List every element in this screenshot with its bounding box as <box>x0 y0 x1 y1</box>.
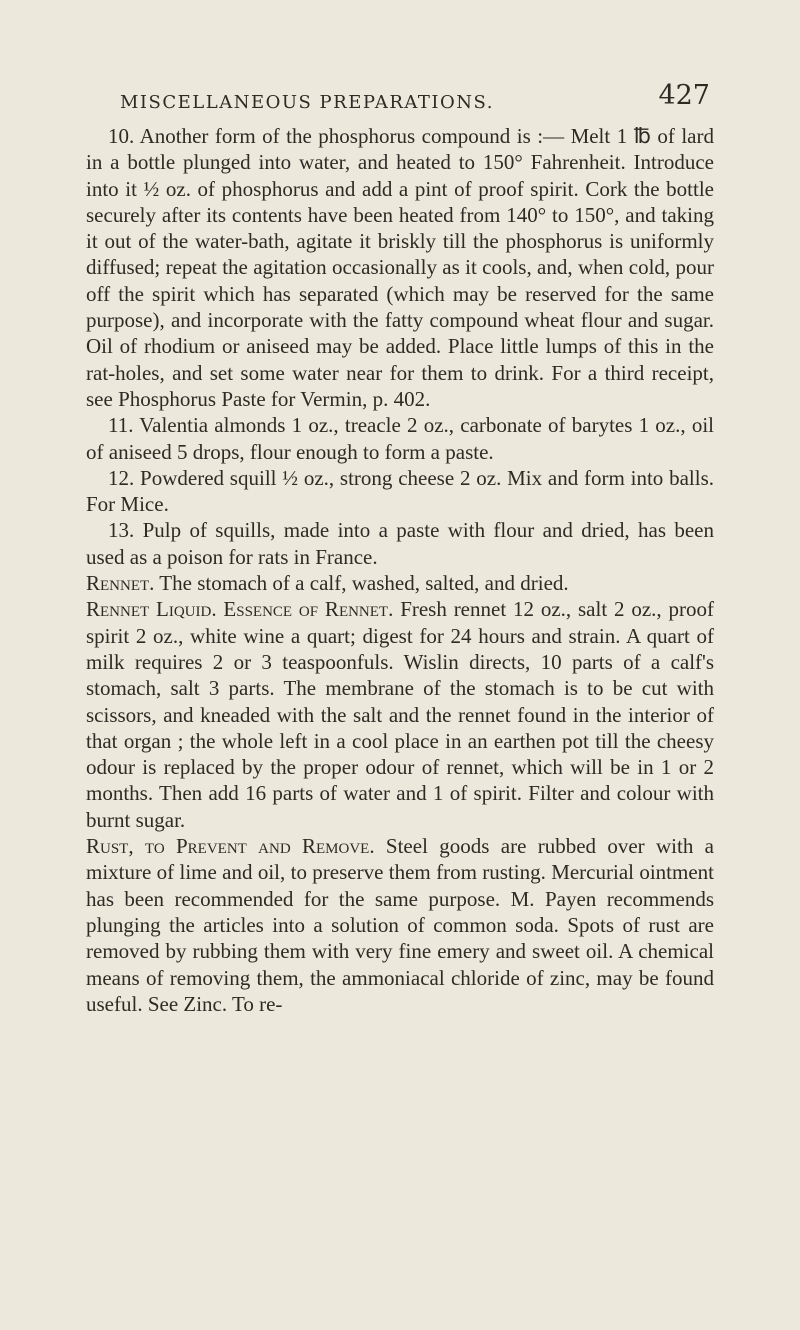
entry-text: Fresh rennet 12 oz., salt 2 oz., proof spirit 2 oz., white wine a quart; digest for 24 hours and strain. A quart of milk requires 2 or 3 teaspoonfuls. Wislin directs, 10 parts of a calf's stomach, salt 3 parts. The membrane of the stomach is to be cut with scissors, and kneaded with the salt and the rennet found in the interior of that organ ; the whole left in a cool place in an earthen pot till the cheesy odour is replaced by the proper odour of rennet, which will be in 1 or 2 months. Then add 16 parts of water and 1 of spirit. Filter and colour with burnt sugar. <box>86 597 714 832</box>
entry-rust <box>86 833 714 1017</box>
paragraph-10 <box>86 123 714 412</box>
running-title: MISCELLANEOUS PREPARATIONS. <box>120 92 494 113</box>
entry-rennet-liquid <box>86 596 714 833</box>
entry-heading: Rennet. <box>86 571 155 596</box>
paragraph-text: 12. Powdered squill ½ oz., strong cheese 2 oz. Mix and form into balls. For Mice. <box>86 465 714 517</box>
entry-text: The stomach of a calf, washed, salted, and dried. <box>159 571 569 596</box>
entry-rennet <box>86 570 714 596</box>
page-header <box>120 80 710 120</box>
paragraph-12 <box>86 465 714 518</box>
paragraph-text: 10. Another form of the phosphorus compound is :— Melt 1 ℔ of lard in a bottle plunged into water, and heated to 150° Fahrenheit. Introduce into it ½ oz. of phosphorus and add a pint of proof spirit. Cork the bottle securely after its contents have been heated from 140° to 150°, and taking it out of the water-bath, agitate it briskly till the phosphorus is uniformly diffused; repeat the agitation occasionally as it cools, and, when cold, pour off the spirit which has separated (which may be reserved for the same purpose), and incorporate with the fatty compound wheat flour and sugar. Oil of rhodium or aniseed may be added. Place little lumps of this in the rat-holes, and set some water near for them to drink. For a third receipt, see Phosphorus Paste for Vermin, p. 402. <box>86 124 714 411</box>
entry-heading: Rust, to Prevent and Remove. <box>86 834 375 859</box>
entry-heading: Rennet Liquid. Essence of Rennet. <box>86 597 394 622</box>
body-text <box>86 123 714 1017</box>
entry-text: Steel goods are rubbed over with a mixture of lime and oil, to preserve them from rusting. Mercurial ointment has been recommended for the same purpose. M. Payen recommends plunging the articles into a solution of common soda. Spots of rust are removed by rubbing them with very fine emery and sweet oil. A chemical means of removing them, the ammoniacal chloride of zinc, may be found useful. See Zinc. To re- <box>86 834 714 1016</box>
paragraph-13 <box>86 517 714 570</box>
paragraph-text: 11. Valentia almonds 1 oz., treacle 2 oz., carbonate of barytes 1 oz., oil of aniseed 5 drops, flour enough to form a paste. <box>86 413 714 464</box>
paragraph-text: 13. Pulp of squills, made into a paste with flour and dried, has been used as a poison for rats in France. <box>86 518 714 569</box>
page-number: 427 <box>658 80 710 111</box>
paragraph-11 <box>86 412 714 465</box>
